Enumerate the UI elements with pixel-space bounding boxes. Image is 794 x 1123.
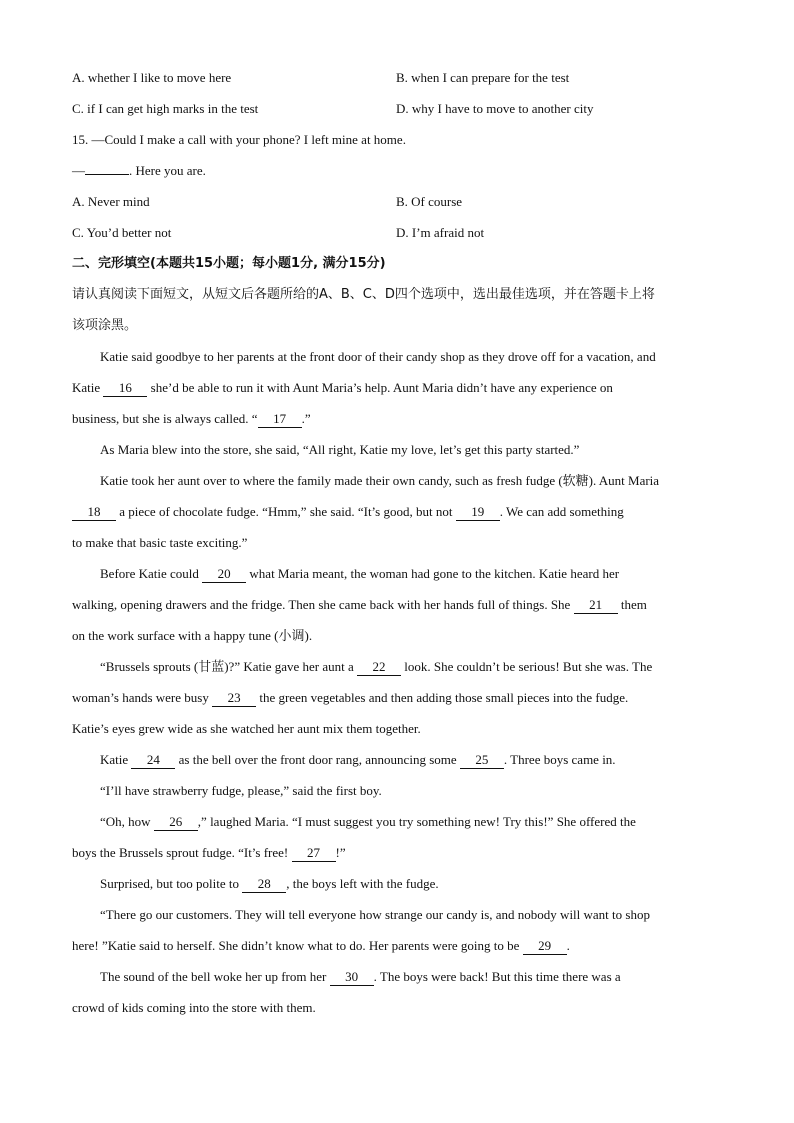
passage-text: Before Katie could	[100, 566, 203, 581]
passage-text: boys the Brussels sprout fudge. “It’s free!	[72, 845, 292, 860]
passage-p10-line-1: “There go our customers. They will tell everyone how strange our candy is, and nobody will want to shop	[100, 907, 650, 922]
passage-p11-line-2: crowd of kids coming into the store with them.	[72, 1000, 316, 1015]
passage-p5-line-2	[72, 682, 722, 713]
passage-text: look. She couldn’t be serious! But she was. The	[401, 659, 653, 674]
blank-25: 25	[460, 752, 504, 769]
passage-p4-line-1	[72, 558, 722, 589]
passage-p1-line-3	[72, 403, 722, 434]
passage-p1-line-2	[72, 372, 722, 403]
blank-18: 18	[72, 504, 116, 521]
passage-text: here! ”Katie said to herself. She didn’t know what to do. Her parents were going to be	[72, 938, 523, 953]
passage-text: a piece of chocolate fudge. “Hmm,” she said. “It’s good, but not	[116, 504, 456, 519]
passage-p1-line-1: Katie said goodbye to her parents at the front door of their candy shop as they drove off for a vacation, and	[100, 349, 656, 364]
passage-text: them	[617, 597, 647, 612]
blank-27: 27	[292, 845, 336, 862]
passage-p7: “I’ll have strawberry fudge, please,” said the first boy.	[100, 783, 382, 798]
q14-option-c: C. if I can get high marks in the test	[72, 101, 259, 116]
passage-p11-line-1	[72, 961, 722, 992]
q15-options-row-1	[72, 186, 722, 217]
passage-text: , the boys left with the fudge.	[286, 876, 439, 891]
q14-option-a: A. whether I like to move here	[72, 70, 232, 85]
q15-reply-prefix: —	[72, 163, 85, 178]
passage-p2: As Maria blew into the store, she said, “All right, Katie my love, let’s get this party started.”	[100, 442, 580, 457]
passage-text: “Brussels sprouts (甘蓝)?” Katie gave her aunt a	[100, 659, 358, 674]
q14-options-row-1	[72, 62, 722, 93]
passage-text: woman’s hands were busy	[72, 690, 213, 705]
passage-text: ,” laughed Maria. “I must suggest you try something new! Try this!” She offered the	[197, 814, 636, 829]
passage-text: what Maria meant, the woman had gone to the kitchen. Katie heard her	[246, 566, 620, 581]
blank-20: 20	[202, 566, 246, 583]
passage-p4-line-3: on the work surface with a happy tune (小调).	[72, 628, 313, 643]
blank-23: 23	[212, 690, 256, 707]
q15-option-b: B. Of course	[396, 194, 463, 209]
blank-19: 19	[456, 504, 500, 521]
q15-reply	[72, 155, 722, 186]
blank-24: 24	[131, 752, 175, 769]
q15-reply-suffix: . Here you are.	[129, 163, 206, 178]
blank-22: 22	[357, 659, 401, 676]
passage-text: .	[566, 938, 570, 953]
passage-p5-line-3: Katie’s eyes grew wide as she watched her aunt mix them together.	[72, 721, 421, 736]
passage-text: !”	[335, 845, 346, 860]
passage-text: . Three boys came in.	[503, 752, 616, 767]
passage-text: “Oh, how	[100, 814, 154, 829]
q15-question: 15. —Could I make a call with your phone? I left mine at home.	[72, 132, 406, 147]
passage-text: . The boys were back! But this time there was a	[373, 969, 621, 984]
q14-option-d: D. why I have to move to another city	[396, 101, 594, 116]
passage-p8-line-2	[72, 837, 722, 868]
passage-text: Katie	[100, 752, 132, 767]
q14-option-b: B. when I can prepare for the test	[396, 70, 570, 85]
passage-p10-line-2	[72, 930, 722, 961]
blank-21: 21	[574, 597, 618, 614]
q15-answer-blank	[85, 160, 129, 175]
passage-text: .”	[301, 411, 311, 426]
blank-17: 17	[258, 411, 302, 428]
passage-text: Surprised, but too polite to	[100, 876, 243, 891]
passage-text: business, but she is always called. “	[72, 411, 258, 426]
section-heading: 二、完形填空(本题共15小题；每小题1分, 满分15分)	[72, 256, 386, 271]
q15-options-row-2	[72, 217, 722, 248]
passage-text: . We can add something	[499, 504, 624, 519]
blank-16: 16	[103, 380, 147, 397]
blank-29: 29	[523, 938, 567, 955]
q15-option-c: C. You’d better not	[72, 225, 172, 240]
passage-p3-line-1: Katie took her aunt over to where the family made their own candy, such as fresh fudge (软糖). Aunt Maria	[100, 473, 660, 488]
passage-p3-line-2	[72, 496, 722, 527]
passage-text: The sound of the bell woke her up from her	[100, 969, 330, 984]
passage-text: the green vegetables and then adding those small pieces into the fudge.	[256, 690, 629, 705]
passage-p8-line-1	[72, 806, 722, 837]
passage-p9	[72, 868, 722, 899]
blank-28: 28	[242, 876, 286, 893]
q15-option-a: A. Never mind	[72, 194, 150, 209]
blank-26: 26	[154, 814, 198, 831]
passage-text: she’d be able to run it with Aunt Maria’s help. Aunt Maria didn’t have any experience on	[147, 380, 613, 395]
passage-p3-line-3: to make that basic taste exciting.”	[72, 535, 248, 550]
section-instructions-line-2: 该项涂黑。	[72, 318, 138, 333]
passage-p6	[72, 744, 722, 775]
section-instructions-line-1: 请认真阅读下面短文，从短文后各题所给的A、B、C、D四个选项中，选出最佳选项，并在答题卡上将	[72, 287, 655, 302]
q15-option-d: D. I’m afraid not	[396, 225, 485, 240]
passage-text: walking, opening drawers and the fridge. Then she came back with her hands full of things. She	[72, 597, 574, 612]
exam-page	[72, 62, 722, 1023]
q14-options-row-2	[72, 93, 722, 124]
passage-text: as the bell over the front door rang, announcing some	[175, 752, 460, 767]
blank-30: 30	[330, 969, 374, 986]
passage-p4-line-2	[72, 589, 722, 620]
passage-text: Katie	[72, 380, 104, 395]
passage-p5-line-1	[72, 651, 722, 682]
